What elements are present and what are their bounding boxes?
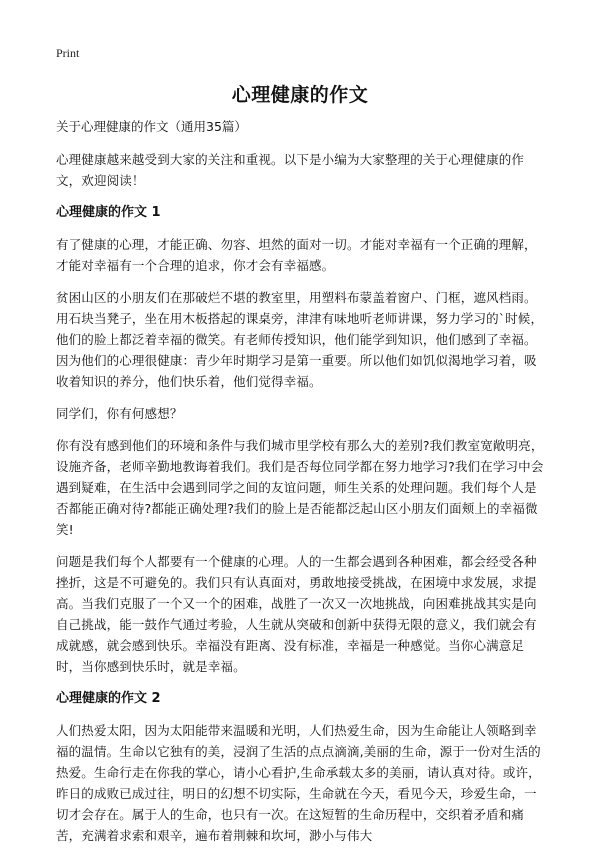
paragraph: 问题是我们每个人都要有一个健康的心理。人的一生都会遇到各种困难，都会经受各种挫折，这是不可避免的。我们只有认真面对，勇敢地接受挑战，在困境中求发展，求提高。当我们克服了一个又一个的困难，战胜了一次又一次地挑战，向困难挑战其实是向自己挑战，能一鼓作气通过考验，人生就从突破和创新中获得无限的意义，我们就会有成就感，就会感到快乐。幸福没有距离、没有标准，幸福是一种感觉。当你心满意足时，当你感到快乐时，就是幸福。: [56, 554, 537, 674]
paragraph: 人们热爱太阳，因为太阳能带来温暖和光明，人们热爱生命，因为生命能让人领略到幸福的温情。生命以它独有的美，浸润了生活的点点滴滴,美丽的生命，源于一份对生活的热爱。生命行走在你我的掌心，请小心看护,生命承载太多的美丽，请认真对待。或许，昨日的成败已成过往，明日的幻想不切实际，生命就在今天，看见今天，珍爱生命，一切才会存在。属于人的生命，也只有一次。在这短暂的生命历程中，交织着矛盾和痛苦，充满着求索和艰辛，遍布着荆棘和坎坷，渺小与伟大: [56, 723, 541, 843]
paragraph: 贫困山区的小朋友们在那破烂不堪的教室里，用塑料布蒙盖着窗户、门框，遮风档雨。用石块当凳子，坐在用木板搭起的课桌旁，津津有味地听老师讲课，努力学习的`时候，他们的脸上都泛着幸福的微笑。有老师传授知识，他们能学到知识，他们感到了幸福。因为他们的心理很健康：青少年时期学习是第一重要。所以他们如饥似渴地学习着，吸收着知识的养分，他们快乐着，他们觉得幸福。: [56, 290, 544, 389]
paragraph: 有了健康的心理，才能正确、勿容、坦然的面对一切。才能对幸福有一个正确的理解，才能对幸福有一个合理的追求，你才会有幸福感。: [56, 237, 537, 273]
intro-paragraph: 心理健康越来越受到大家的关注和重视。以下是小编为大家整理的关于心理健康的作文，欢迎阅读！: [56, 152, 525, 188]
section-heading: 心理健康的作文 1: [56, 205, 161, 220]
section-heading: 心理健康的作文 2: [56, 691, 161, 706]
print-link[interactable]: Print: [56, 46, 80, 60]
page-title: 心理健康的作文: [231, 84, 369, 106]
article-body: [56, 116, 546, 857]
paragraph: 同学们，你有何感想？: [56, 406, 183, 421]
article-subtitle: 关于心理健康的作文（通用35篇）: [56, 119, 247, 134]
paragraph: 你有没有感到他们的环境和条件与我们城市里学校有那么大的差别?我们教室宽敞明亮，设施齐备，老师辛勤地教诲着我们。我们是否每位同学都在努力地学习?我们在学习中会遇到疑难，在生活中会遇到同学之间的友谊问题，师生关系的处理问题。我们每个人是否都能正确对待?都能正确处理?我们的脸上是否能都泛起山区小朋友们面颊上的幸福微笑!: [56, 438, 544, 537]
